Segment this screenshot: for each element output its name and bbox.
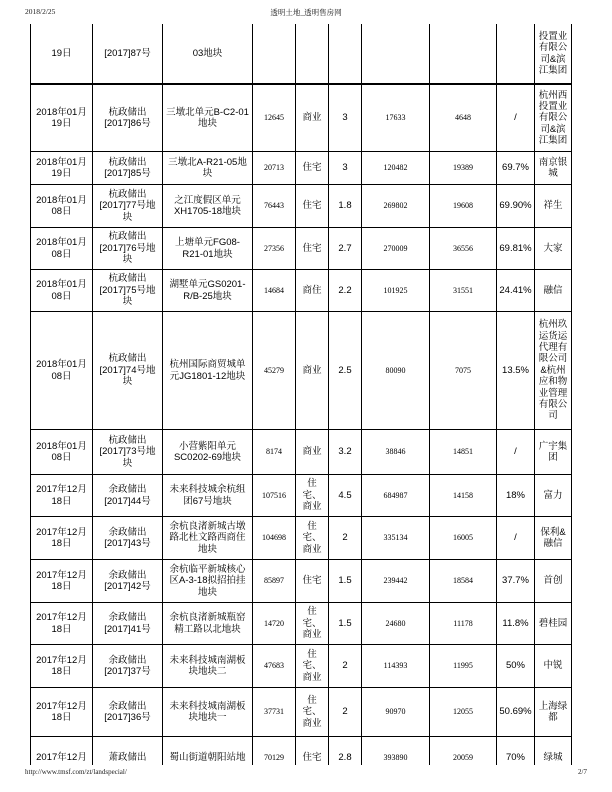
cell-premium-rate: 69.7% — [497, 152, 535, 185]
cell-plot-ratio: 2.5 — [329, 312, 362, 430]
table-row — [30, 185, 572, 228]
cell-plot-ratio: 1.8 — [329, 185, 362, 228]
cell-developer: 保利&融信 — [535, 517, 572, 560]
cell-developer: 投置业有限公司&滨江集团 — [535, 24, 572, 85]
cell-plot-ratio: 2 — [329, 688, 362, 737]
cell-use-type: 住宅 — [296, 152, 329, 185]
cell-floor-price: 11995 — [430, 645, 497, 688]
cell-build-area: 17633 — [362, 85, 430, 152]
cell-developer: 首创 — [535, 560, 572, 603]
cell-developer: 碧桂园 — [535, 603, 572, 645]
cell-build-area: 80090 — [362, 312, 430, 430]
table-row — [30, 688, 572, 737]
cell-use-type: 住宅、商业 — [296, 603, 329, 645]
cell-use-type: 住宅、商业 — [296, 475, 329, 517]
cell-land-area: 14684 — [253, 270, 296, 312]
cell-doc-no: 余政储出[2017]37号 — [93, 645, 163, 688]
cell-developer: 中锐 — [535, 645, 572, 688]
table-row — [30, 475, 572, 517]
cell-premium-rate: 69.81% — [497, 228, 535, 270]
cell-developer: 杭州玖运货运代理有限公司&杭州应和物业管理有限公司 — [535, 312, 572, 430]
cell-plot-name: 蜀山街道朝阳站地 — [163, 737, 253, 765]
cell-use-type: 商业 — [296, 430, 329, 475]
cell-premium-rate: 24.41% — [497, 270, 535, 312]
cell-floor-price: 31551 — [430, 270, 497, 312]
cell-build-area: 114393 — [362, 645, 430, 688]
cell-land-area: 104698 — [253, 517, 296, 560]
cell-floor-price: 11178 — [430, 603, 497, 645]
cell-floor-price: 12055 — [430, 688, 497, 737]
cell-floor-price: 36556 — [430, 228, 497, 270]
cell-premium-rate: / — [497, 517, 535, 560]
cell-build-area: 120482 — [362, 152, 430, 185]
cell-premium-rate: 50% — [497, 645, 535, 688]
cell-plot-ratio: 4.5 — [329, 475, 362, 517]
cell-date: 2018年01月08日 — [30, 430, 93, 475]
cell-premium-rate: / — [497, 430, 535, 475]
cell-plot-ratio: 2.2 — [329, 270, 362, 312]
cell-developer: 祥生 — [535, 185, 572, 228]
cell-premium-rate: 69.90% — [497, 185, 535, 228]
cell-date: 2018年01月08日 — [30, 228, 93, 270]
cell-developer: 融信 — [535, 270, 572, 312]
table-row — [30, 430, 572, 475]
cell-doc-no: 杭政储出[2017]76号地块 — [93, 228, 163, 270]
cell-plot-ratio: 2 — [329, 645, 362, 688]
cell-build-area: 24680 — [362, 603, 430, 645]
cell-developer: 绿城 — [535, 737, 572, 765]
cell-developer: 上海绿都 — [535, 688, 572, 737]
cell-build-area: 684987 — [362, 475, 430, 517]
cell-date: 2018年01月08日 — [30, 312, 93, 430]
cell-date: 2017年12月18日 — [30, 560, 93, 603]
cell-plot-ratio: 2 — [329, 517, 362, 560]
cell-plot-ratio: 1.5 — [329, 560, 362, 603]
print-footer-page-number: 2/7 — [578, 768, 587, 776]
cell-developer: 南京银城 — [535, 152, 572, 185]
cell-date: 2018年01月08日 — [30, 270, 93, 312]
cell-floor-price: 14158 — [430, 475, 497, 517]
cell-doc-no: 余政储出[2017]41号 — [93, 603, 163, 645]
cell-doc-no: 杭政储出[2017]74号地块 — [93, 312, 163, 430]
cell-premium-rate: 13.5% — [497, 312, 535, 430]
cell-date: 2017年12月18日 — [30, 475, 93, 517]
cell-doc-no: 杭政储出[2017]73号地块 — [93, 430, 163, 475]
cell-use-type: 住宅 — [296, 737, 329, 765]
cell-date: 2018年01月19日 — [30, 85, 93, 152]
cell-doc-no: 杭政储出[2017]86号 — [93, 85, 163, 152]
cell-land-area: 8174 — [253, 430, 296, 475]
cell-doc-no: 余政储出[2017]36号 — [93, 688, 163, 737]
cell-doc-no: 余政储出[2017]43号 — [93, 517, 163, 560]
cell-plot-name: 上塘单元FG08-R21-01地块 — [163, 228, 253, 270]
cell-plot-ratio: 3.2 — [329, 430, 362, 475]
table-row — [30, 228, 572, 270]
cell-plot-name: 未来科技城南湖板块地块二 — [163, 645, 253, 688]
cell-premium-rate: 37.7% — [497, 560, 535, 603]
table-row — [30, 645, 572, 688]
cell-use-type: 商住 — [296, 270, 329, 312]
cell-plot-name: 余杭临平新城核心区A-3-18拟招拍挂地块 — [163, 560, 253, 603]
cell-floor-price: 14851 — [430, 430, 497, 475]
cell-premium-rate: 50.69% — [497, 688, 535, 737]
cell-developer: 大家 — [535, 228, 572, 270]
cell-premium-rate: 70% — [497, 737, 535, 765]
cell-build-area: 269802 — [362, 185, 430, 228]
land-transactions-table — [30, 24, 573, 765]
print-header-title: 透明土地_透明售房网 — [270, 8, 342, 17]
cell-build-area: 335134 — [362, 517, 430, 560]
cell-doc-no: 余政储出[2017]44号 — [93, 475, 163, 517]
cell-land-area: 12645 — [253, 85, 296, 152]
cell-plot-ratio: 1.5 — [329, 603, 362, 645]
cell-doc-no: 杭政储出[2017]85号 — [93, 152, 163, 185]
cell-plot-name: 小营紫阳单元SC0202-69地块 — [163, 430, 253, 475]
cell-floor-price: 19608 — [430, 185, 497, 228]
cell-plot-name: 未来科技城余杭组团67号地块 — [163, 475, 253, 517]
cell-use-type: 商业 — [296, 85, 329, 152]
cell-date: 19日 — [30, 24, 93, 85]
cell-land-area: 70129 — [253, 737, 296, 765]
cell-premium-rate: / — [497, 85, 535, 152]
print-footer — [25, 768, 587, 780]
cell-build-area: 239442 — [362, 560, 430, 603]
table-row — [30, 603, 572, 645]
table-row — [30, 85, 572, 152]
cell-plot-name: 三墩北单元B-C2-01地块 — [163, 85, 253, 152]
cell-land-area: 107516 — [253, 475, 296, 517]
cell-developer: 富力 — [535, 475, 572, 517]
cell-developer: 广宇集团 — [535, 430, 572, 475]
cell-plot-ratio: 3 — [329, 85, 362, 152]
cell-use-type: 住宅 — [296, 560, 329, 603]
cell-floor-price: 4648 — [430, 85, 497, 152]
cell-premium-rate — [497, 24, 535, 85]
print-footer-url: http://www.tmsf.com/zt/landspecial/ — [25, 768, 127, 776]
table-row — [30, 24, 572, 85]
table-row — [30, 270, 572, 312]
cell-plot-name: 之江度假区单元XH1705-18地块 — [163, 185, 253, 228]
cell-use-type: 住宅 — [296, 228, 329, 270]
cell-plot-name: 余杭良渚新城瓶窑精工路以北地块 — [163, 603, 253, 645]
table-row — [30, 517, 572, 560]
cell-doc-no: 余政储出[2017]42号 — [93, 560, 163, 603]
cell-date: 2017年12月18日 — [30, 645, 93, 688]
cell-date: 2017年12月18日 — [30, 517, 93, 560]
cell-build-area: 90970 — [362, 688, 430, 737]
cell-land-area — [253, 24, 296, 85]
cell-land-area: 37731 — [253, 688, 296, 737]
cell-build-area: 393890 — [362, 737, 430, 765]
cell-use-type: 住宅、商业 — [296, 517, 329, 560]
cell-doc-no: [2017]87号 — [93, 24, 163, 85]
cell-plot-name: 03地块 — [163, 24, 253, 85]
table-row — [30, 312, 572, 430]
cell-floor-price — [430, 24, 497, 85]
cell-plot-name: 未来科技城南湖板块地块一 — [163, 688, 253, 737]
cell-build-area — [362, 24, 430, 85]
cell-land-area: 47683 — [253, 645, 296, 688]
cell-plot-name: 杭州国际商贸城单元JG1801-12地块 — [163, 312, 253, 430]
cell-date: 2017年12月 — [30, 737, 93, 765]
print-header — [25, 7, 587, 19]
cell-doc-no: 萧政储出 — [93, 737, 163, 765]
cell-date: 2017年12月18日 — [30, 603, 93, 645]
cell-build-area: 270009 — [362, 228, 430, 270]
cell-build-area: 101925 — [362, 270, 430, 312]
cell-land-area: 20713 — [253, 152, 296, 185]
cell-plot-name: 湖墅单元GS0201-R/B-25地块 — [163, 270, 253, 312]
cell-floor-price: 7075 — [430, 312, 497, 430]
cell-use-type: 住宅 — [296, 185, 329, 228]
cell-land-area: 14720 — [253, 603, 296, 645]
cell-date: 2018年01月08日 — [30, 185, 93, 228]
cell-land-area: 85897 — [253, 560, 296, 603]
cell-land-area: 76443 — [253, 185, 296, 228]
cell-plot-ratio — [329, 24, 362, 85]
cell-date: 2018年01月19日 — [30, 152, 93, 185]
table-row — [30, 560, 572, 603]
cell-premium-rate: 11.8% — [497, 603, 535, 645]
cell-date: 2017年12月18日 — [30, 688, 93, 737]
cell-doc-no: 杭政储出[2017]75号地块 — [93, 270, 163, 312]
cell-premium-rate: 18% — [497, 475, 535, 517]
cell-use-type: 住宅、商业 — [296, 688, 329, 737]
cell-plot-ratio: 3 — [329, 152, 362, 185]
cell-plot-ratio: 2.8 — [329, 737, 362, 765]
cell-plot-ratio: 2.7 — [329, 228, 362, 270]
table-row — [30, 152, 572, 185]
cell-plot-name: 三墩北A-R21-05地块 — [163, 152, 253, 185]
cell-use-type: 住宅、商业 — [296, 645, 329, 688]
cell-doc-no: 杭政储出[2017]77号地块 — [93, 185, 163, 228]
cell-plot-name: 余杭良渚新城古墩路北杜文路西商住地块 — [163, 517, 253, 560]
cell-use-type: 商业 — [296, 312, 329, 430]
print-header-date: 2018/2/25 — [25, 7, 56, 16]
cell-use-type — [296, 24, 329, 85]
cell-developer: 杭州西投置业有限公司&滨江集团 — [535, 85, 572, 152]
cell-build-area: 38846 — [362, 430, 430, 475]
cell-land-area: 27356 — [253, 228, 296, 270]
cell-floor-price: 16005 — [430, 517, 497, 560]
cell-land-area: 45279 — [253, 312, 296, 430]
cell-floor-price: 18584 — [430, 560, 497, 603]
table-row — [30, 737, 572, 765]
cell-floor-price: 19389 — [430, 152, 497, 185]
cell-floor-price: 20059 — [430, 737, 497, 765]
